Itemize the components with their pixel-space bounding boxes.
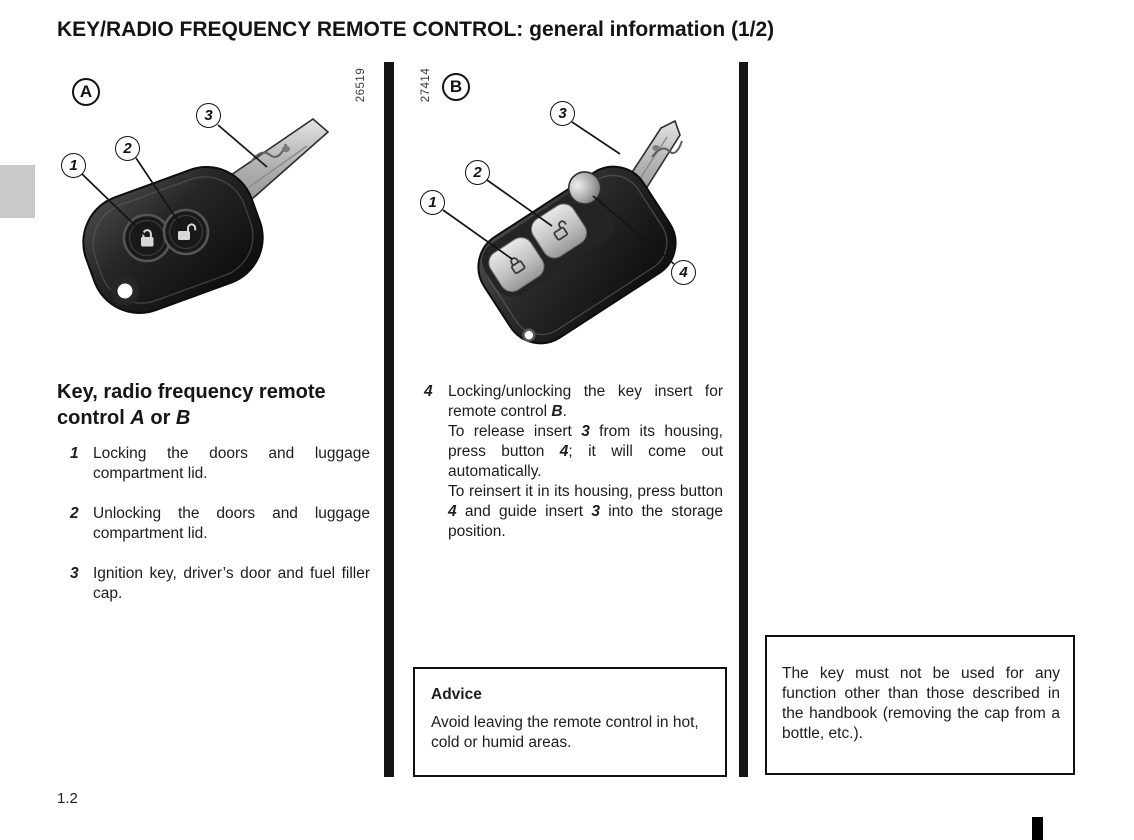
item-text: Locking the doors and luggage compartment lid. (93, 445, 370, 482)
section-tab-marker (0, 165, 35, 218)
item4-paragraph-1: Locking/unlocking the key insert for remote control B. (448, 383, 723, 420)
figure-key-a (55, 62, 385, 347)
page-title: KEY/RADIO FREQUENCY REMOTE CONTROL: general information (1/2) (57, 18, 775, 41)
callout-1: 1 (61, 153, 86, 178)
list-item-4 (424, 382, 723, 542)
list-item (57, 504, 370, 544)
item-number: 2 (70, 505, 79, 522)
callout-description-list (57, 444, 370, 624)
warning-text: The key must not be used for any function other than those described in the handbook (removing the cap from a bottle, etc.). (782, 665, 1060, 742)
callout-3: 3 (196, 103, 221, 128)
callout-1: 1 (420, 190, 445, 215)
heading-or: or (150, 407, 171, 429)
item-number: 4 (424, 383, 433, 400)
item-text (448, 382, 723, 542)
keyring-hole (114, 280, 136, 302)
item4-paragraph-2: To release insert 3 from its housing, press button 4; it will come out automatically. (448, 423, 723, 480)
column-divider-left (384, 62, 394, 777)
item4-paragraph-3: To reinsert it in its housing, press button 4 and guide insert 3 into the storage position. (448, 483, 723, 540)
heading-line1: Key, radio frequency remote (57, 381, 326, 403)
heading-key-a: A (130, 407, 145, 429)
warning-box (765, 635, 1075, 775)
callout-3: 3 (550, 101, 575, 126)
item-number: 1 (70, 445, 79, 462)
key-b-illustration (405, 62, 740, 347)
page-edge-tab-marker (1032, 817, 1043, 840)
list-item (57, 564, 370, 604)
page-number: 1.2 (57, 790, 78, 807)
figure-key-b (405, 62, 740, 347)
figure-b-label: B (442, 73, 470, 101)
section-heading (57, 379, 372, 431)
heading-line2: control (57, 407, 125, 429)
figure-a-label: A (72, 78, 100, 106)
callout-4: 4 (671, 260, 696, 285)
figure-a-ref-number: 26519 (355, 67, 367, 103)
heading-key-b: B (175, 407, 191, 429)
unlock-button (164, 210, 208, 254)
item-text: Ignition key, driver’s door and fuel filler cap. (93, 565, 370, 602)
item-number: 3 (70, 565, 79, 582)
item-text: Unlocking the doors and luggage compartment lid. (93, 505, 370, 542)
list-item (57, 444, 370, 484)
figure-b-ref-number: 27414 (420, 67, 432, 103)
callout-2: 2 (465, 160, 490, 185)
callout-2: 2 (115, 136, 140, 161)
advice-box (413, 667, 727, 777)
key-a-illustration (55, 62, 385, 347)
advice-heading: Advice (431, 686, 482, 703)
column-divider-right (739, 62, 748, 777)
advice-text: Avoid leaving the remote control in hot, cold or humid areas. (431, 714, 699, 751)
